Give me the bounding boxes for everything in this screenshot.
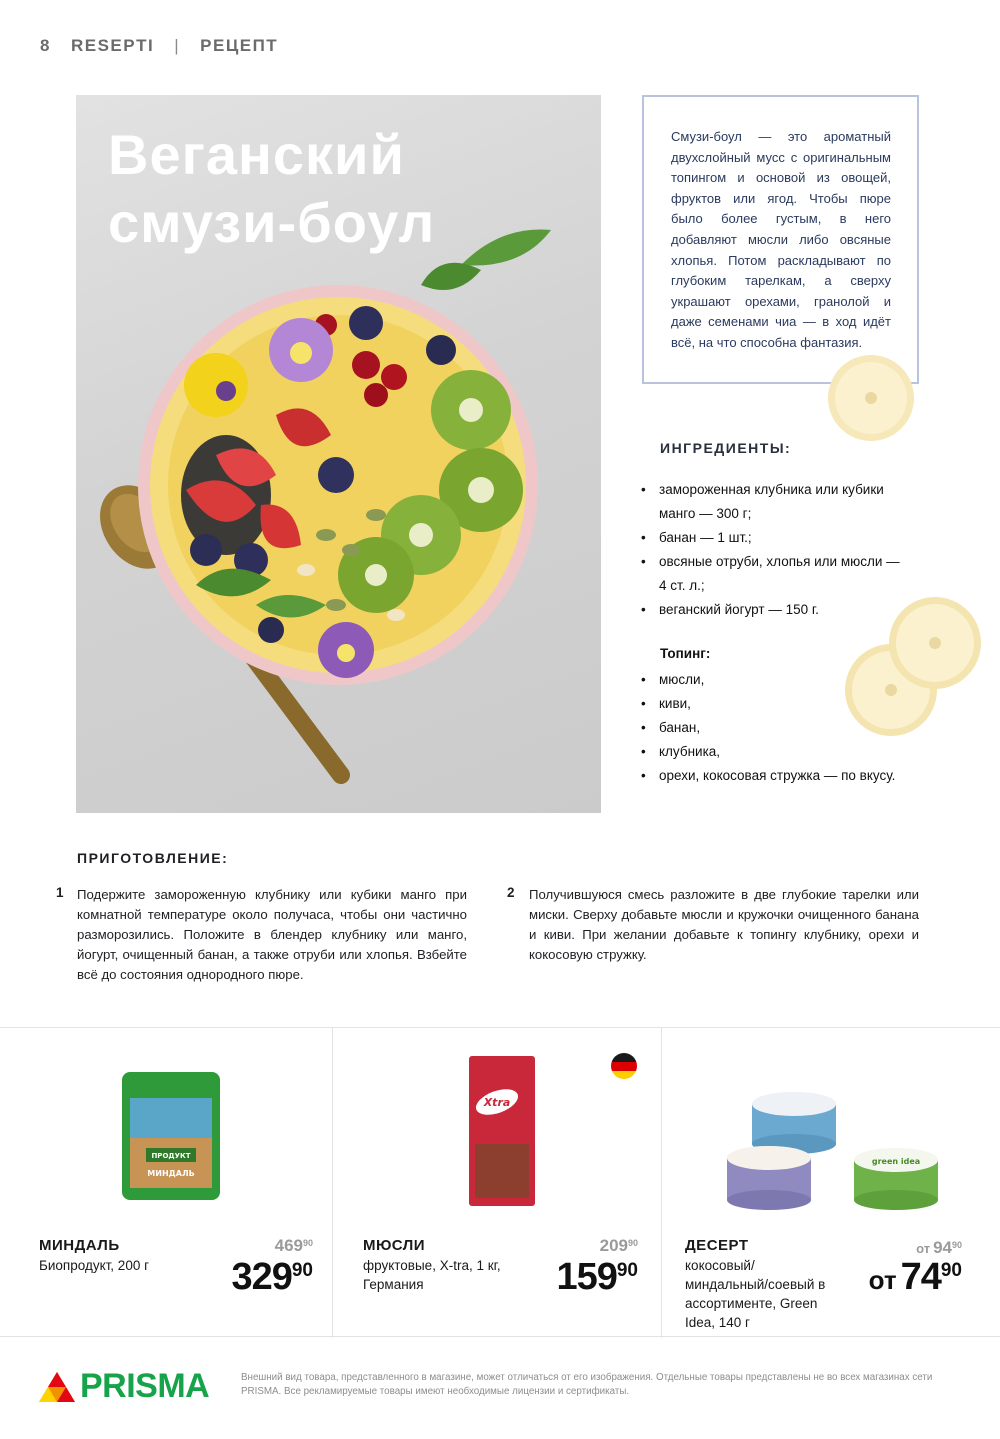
price — [231, 1256, 313, 1299]
list-item: • мюсли, — [640, 668, 930, 692]
price-dec: 90 — [940, 1260, 962, 1281]
list-item: • банан — 1 шт.; — [640, 526, 910, 550]
price — [556, 1256, 638, 1299]
prisma-brand-text: PRISMA — [80, 1367, 210, 1405]
old-price — [600, 1236, 638, 1256]
old-price-from: от — [916, 1241, 931, 1256]
banana-slice-image — [826, 352, 916, 444]
old-price-dec: 90 — [627, 1238, 638, 1248]
hero-image — [76, 95, 601, 813]
prisma-logo[interactable] — [38, 1367, 209, 1406]
pack-brand-text: Xtra — [483, 1096, 511, 1109]
product-desc: кокосовый/ миндальный/соевый в ассортименте, Green Idea, 140 г — [685, 1258, 826, 1330]
product-name: МЮСЛИ — [363, 1237, 426, 1254]
price-int: 329 — [231, 1256, 292, 1298]
list-item: • орехи, кокосовая стружка — по вкусу. — [640, 764, 930, 788]
price-int: 159 — [556, 1256, 617, 1298]
germany-flag-icon — [610, 1052, 638, 1080]
step-number: 2 — [507, 885, 515, 900]
preparation-title: ПРИГОТОВЛЕНИЕ: — [77, 850, 229, 866]
page-number: 8 — [40, 36, 51, 55]
pack-brand-text: green idea — [871, 1157, 921, 1166]
pack-brand-text: ПРОДУКТ — [151, 1152, 191, 1160]
recipe-title — [108, 121, 435, 257]
old-price-int: 94 — [933, 1238, 952, 1257]
old-price-dec: 90 — [302, 1238, 313, 1248]
ingredients-title: ИНГРЕДИЕНТЫ: — [660, 440, 792, 456]
price — [869, 1256, 962, 1299]
product-name: МИНДАЛЬ — [39, 1237, 120, 1254]
list-item: • клубника, — [640, 740, 930, 764]
intro-box — [642, 95, 919, 384]
product-strip — [0, 1027, 1000, 1337]
ingredients-list — [640, 478, 910, 622]
product-card-muesli[interactable] — [333, 1028, 662, 1338]
list-item: • овсяные отруби, хлопья или мюсли — 4 ст. л.; — [640, 550, 910, 598]
footer-disclaimer: Внешний вид товара, представленного в магазине, может отличаться от его изображения. Отдельные товары представлены не во всех магазинах сети PRISMA. Все рекламируемые товары имеют необходимые лицензии и сертификаты. — [241, 1372, 933, 1397]
topping-list — [640, 668, 930, 788]
product-desc: Биопродукт, 200 г — [39, 1258, 150, 1273]
recipe-title-line1: Веганский — [108, 123, 405, 186]
old-price-dec: 90 — [951, 1240, 962, 1250]
list-item: • замороженная клубника или кубики манго — 300 г; — [640, 478, 910, 526]
muesli-pack-image — [467, 1054, 537, 1209]
price-dec: 90 — [616, 1260, 638, 1281]
section-ru: РЕЦЕПТ — [200, 36, 279, 55]
intro-text: Смузи-боул — это ароматный двухслойный мусс с оригинальным топингом и основой из овощей, фруктов или ягод. Чтобы пюре было более густым, в него добавляют мюсли либо овсяные хлопья. Потом раскладывают по глубоким тарелкам, а сверху украшают орехами, гранолой и даже семенами чиа — в ход идёт всё, на что способна фантазия. — [671, 129, 891, 350]
almond-pack-image — [120, 1068, 222, 1203]
step-number: 1 — [56, 885, 64, 900]
step-text: Получившуюся смесь разложите в две глубокие тарелки или миски. Сверху добавьте мюсли и кружочки очищенного банана и киви. При желании добавьте к топингу клубнику, орехи и кокосовую стружку. — [529, 887, 919, 962]
product-desc: фруктовые, X-tra, 1 кг, Германия — [363, 1258, 501, 1292]
list-item: • киви, — [640, 692, 930, 716]
topping-title: Топинг: — [660, 646, 711, 661]
list-item: • банан, — [640, 716, 930, 740]
price-dec: 90 — [291, 1260, 313, 1281]
section-separator: | — [174, 36, 181, 55]
old-price — [275, 1236, 313, 1256]
dessert-cups-image — [724, 1064, 979, 1214]
old-price-int: 469 — [274, 1236, 303, 1255]
pack-label-text: МИНДАЛЬ — [147, 1169, 195, 1178]
recipe-title-line2: смузи-боул — [108, 191, 436, 254]
list-item: • веганский йогурт — 150 г. — [640, 598, 910, 622]
product-name: ДЕСЕРТ — [685, 1237, 749, 1254]
prisma-triangle-icon — [38, 1370, 76, 1404]
price-from: от — [868, 1265, 897, 1295]
step-text: Подержите замороженную клубнику или кубики манго при комнатной температуре около получаса, чтобы они частично разморозились. Положите в блендер клубнику или манго, йогурт, очищенный банан, а также отруби или хлопья. Взбейте всё до состояния однородного пюре. — [77, 887, 467, 982]
page-header — [40, 36, 278, 56]
product-card-dessert[interactable] — [662, 1028, 1000, 1338]
section-fi: RESEPTI — [70, 36, 155, 55]
product-card-almond[interactable] — [0, 1028, 333, 1338]
price-int: 74 — [900, 1256, 941, 1298]
old-price — [916, 1238, 962, 1258]
old-price-int: 209 — [599, 1236, 628, 1255]
